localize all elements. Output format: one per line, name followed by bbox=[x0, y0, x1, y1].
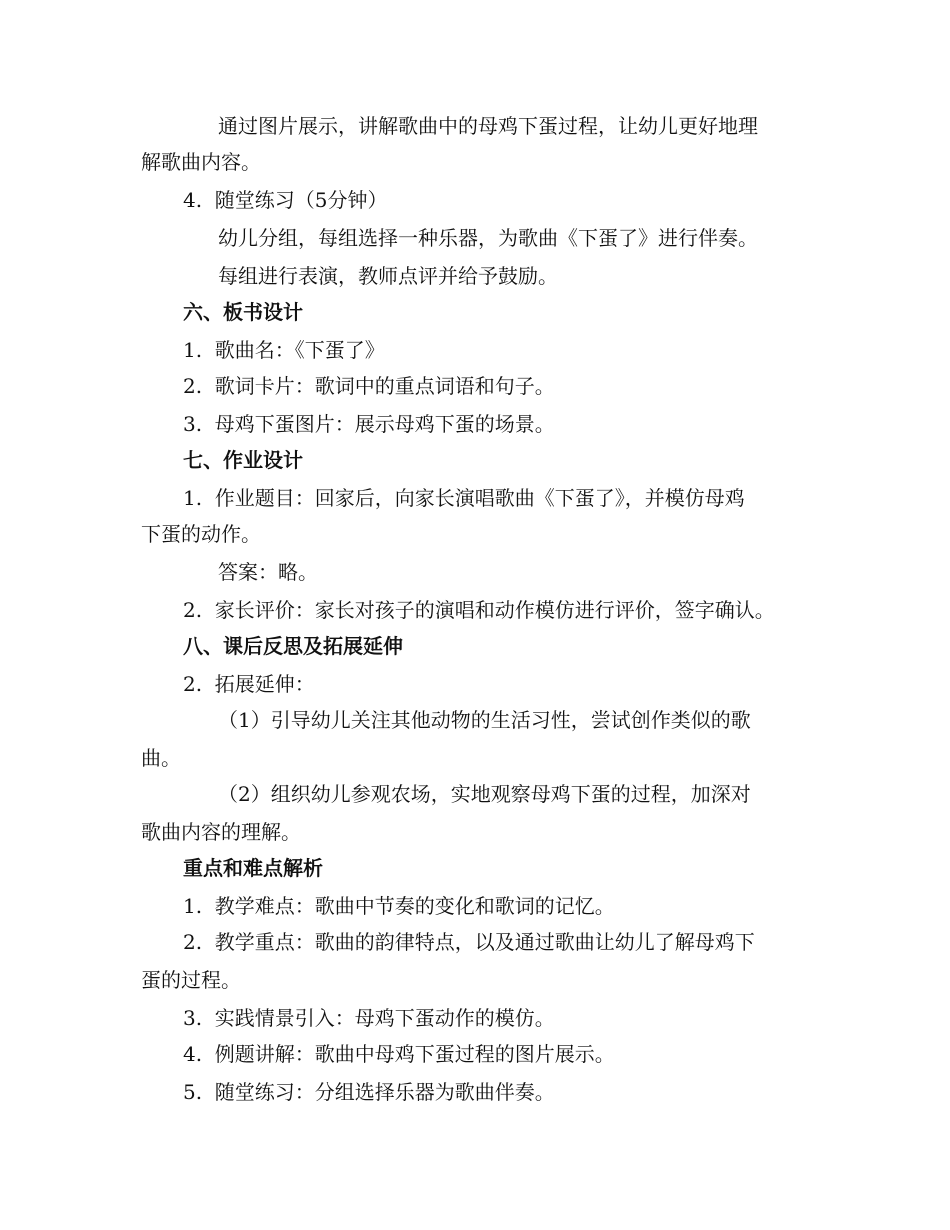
paragraph-line: 通过图片展示，讲解歌曲中的母鸡下蛋过程，让幼儿更好地理 bbox=[218, 114, 758, 138]
paragraph-line: 解歌曲内容。 bbox=[141, 150, 261, 174]
list-item: 2. 歌词卡片：歌词中的重点词语和句子。 bbox=[183, 374, 555, 398]
list-item: 3. 母鸡下蛋图片：展示母鸡下蛋的场景。 bbox=[183, 412, 555, 436]
paragraph-line: （2）组织幼儿参观农场，实地观察母鸡下蛋的过程，加深对 bbox=[218, 782, 751, 806]
paragraph-line: 幼儿分组，每组选择一种乐器，为歌曲《下蛋了》进行伴奏。 bbox=[218, 226, 758, 250]
section-heading: 八、课后反思及拓展延伸 bbox=[183, 634, 403, 658]
list-item: 2. 拓展延伸： bbox=[183, 672, 315, 696]
list-item: 3. 实践情景引入：母鸡下蛋动作的模仿。 bbox=[183, 1006, 555, 1030]
paragraph-line: （1）引导幼儿关注其他动物的生活习性，尝试创作类似的歌 bbox=[218, 708, 751, 732]
paragraph-line: 歌曲内容的理解。 bbox=[141, 820, 301, 844]
list-item: 1. 教学难点：歌曲中节奏的变化和歌词的记忆。 bbox=[183, 894, 615, 918]
list-item: 5. 随堂练习：分组选择乐器为歌曲伴奏。 bbox=[183, 1080, 555, 1104]
list-item: 4. 例题讲解：歌曲中母鸡下蛋过程的图片展示。 bbox=[183, 1042, 615, 1066]
list-item: 2. 家长评价：家长对孩子的演唱和动作模仿进行评价，签字确认。 bbox=[183, 598, 775, 622]
section-heading: 六、板书设计 bbox=[183, 300, 303, 324]
paragraph-line: 蛋的过程。 bbox=[141, 968, 241, 992]
paragraph-line: 曲。 bbox=[141, 746, 181, 770]
section-heading: 重点和难点解析 bbox=[183, 856, 323, 880]
paragraph-line: 下蛋的动作。 bbox=[141, 522, 261, 546]
section-heading: 七、作业设计 bbox=[183, 448, 303, 472]
paragraph-line: 答案：略。 bbox=[218, 560, 318, 584]
list-item: 2. 教学重点：歌曲的韵律特点，以及通过歌曲让幼儿了解母鸡下 bbox=[183, 930, 755, 954]
paragraph-line: 每组进行表演，教师点评并给予鼓励。 bbox=[218, 264, 558, 288]
list-item: 1. 歌曲名：《下蛋了》 bbox=[183, 338, 385, 362]
list-item: 1. 作业题目：回家后，向家长演唱歌曲《下蛋了》，并模仿母鸡 bbox=[183, 486, 745, 510]
list-item: 4. 随堂练习（5分钟） bbox=[183, 188, 388, 212]
